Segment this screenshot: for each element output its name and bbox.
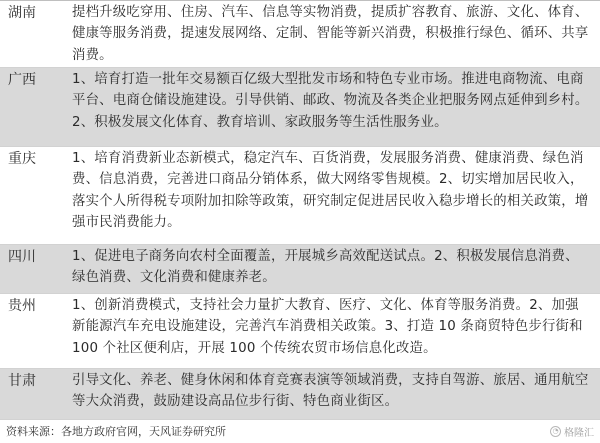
watermark-text: 格隆汇 [564,428,594,439]
policy-cell: 1、创新消费模式，支持社会力量扩大教育、医疗、文化、体育等服务消费。2、加强新能源汽车充电设施建设，完善汽车消费相关政策。3、打造 10 条商贸特色步行街和 100 个社区便利店，开展 100 个传统农贸市场信息化改造。 [72,298,583,356]
table-row [0,369,600,420]
province-cell: 重庆 [8,151,36,167]
source-note: 资料来源：各地方政府官网，天风证券研究所 [6,425,226,438]
province-cell: 四川 [8,249,36,265]
policy-cell: 提档升级吃穿用、住房、汽车、信息等实物消费，提质扩容教育、旅游、文化、体育、健康等服务消费，提速发展网络、定制、智能等新兴消费，积极推行绿色、循环、共享消费。 [72,5,589,63]
policy-cell: 1、培育打造一批年交易额百亿级大型批发市场和特色专业市场。推进电商物流、电商平台、电商仓储设施建设。引导供销、邮政、物流及各类企业把服务网点延伸到乡村。2、积极发展文化体育、教育培训、家政服务等生活性服务业。 [72,72,589,130]
gelonghui-logo-icon: ◔ [550,426,561,437]
table-row [0,294,600,369]
province-cell: 湖南 [8,5,36,21]
table-row [0,245,600,294]
province-cell: 贵州 [8,298,36,314]
policy-cell: 引导文化、养老、健身休闲和体育竞赛表演等领域消费，支持自驾游、旅居、通用航空等大众消费，鼓励建设高品位步行街、特色商业街区。 [72,373,589,410]
province-cell: 甘肃 [8,373,36,389]
table-row [0,68,600,147]
table-row [0,1,600,68]
watermark [550,424,594,439]
table-row [0,147,600,245]
policy-cell: 1、培育消费新业态新模式，稳定汽车、百货消费，发展服务消费、健康消费、绿色消费、信息消费，完善进口商品分销体系，做大网络零售规模。2、切实增加居民收入，落实个人所得税专项附加扣除等政策，研究制定促进居民收入稳步增长的相关政策，增强市民消费能力。 [72,151,589,231]
policy-cell: 1、促进电子商务向农村全面覆盖，开展城乡高效配送试点。2、积极发展信息消费、绿色消费、文化消费和健康养老。 [72,249,579,286]
province-cell: 广西 [8,72,36,88]
